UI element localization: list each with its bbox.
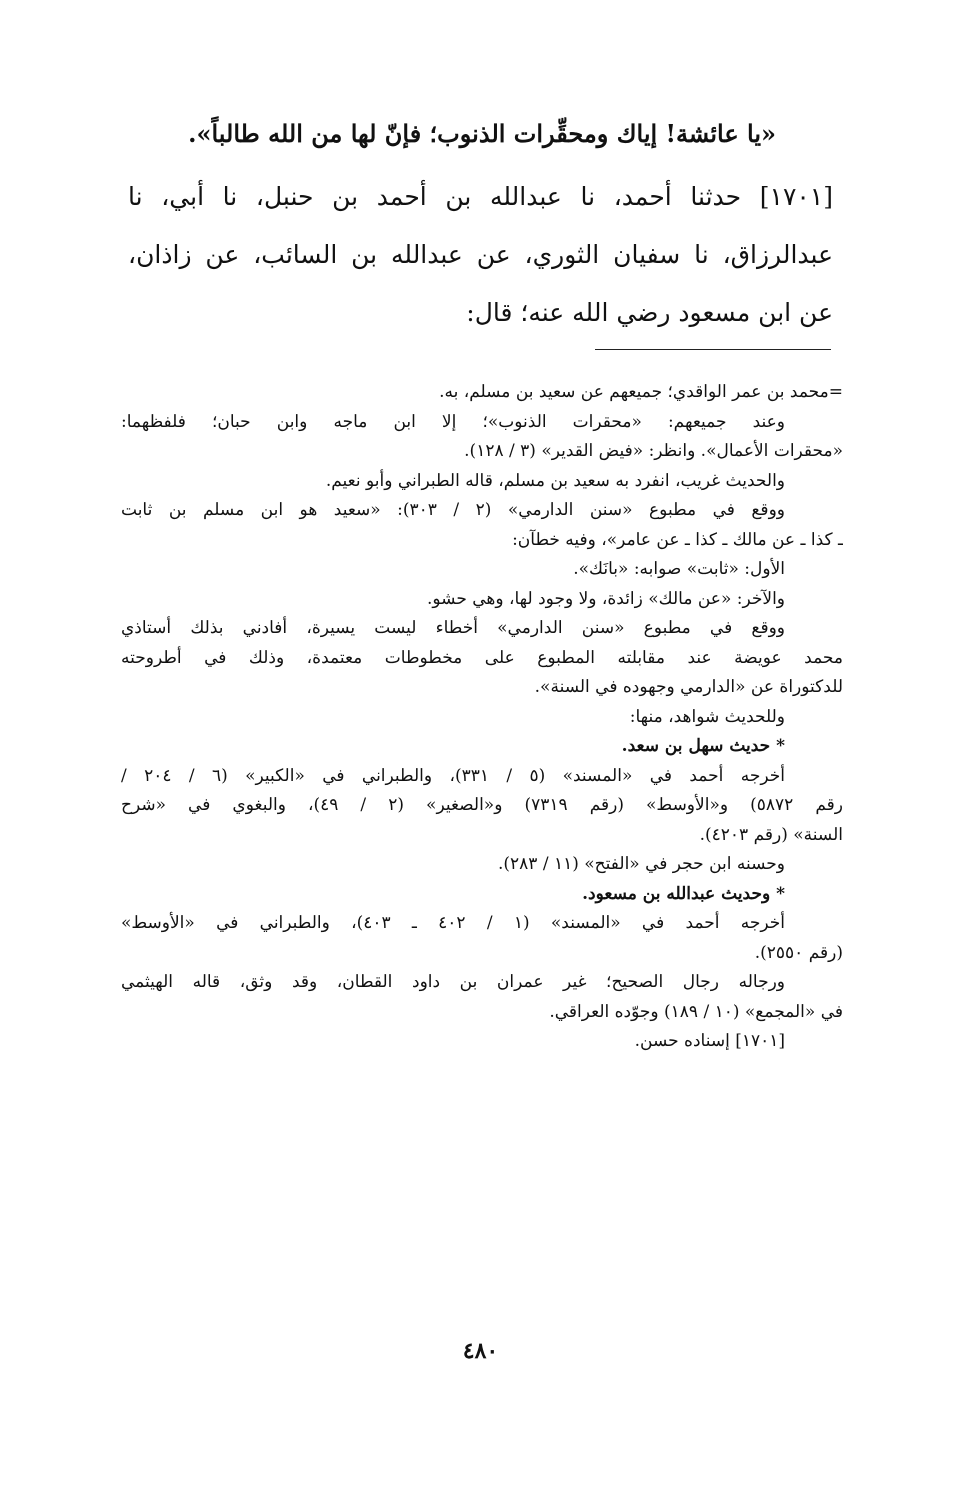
footnote-line: ووقع في مطبوع «سنن الدارمي» (٢ / ٣٠٣): «سعيد هو ابن مسلم بن ثابت [121, 500, 785, 520]
main-text-line: [١٧٠١] حدثنا أحمد، نا عبدالله بن أحمد بن حنبل، نا أبي، نا [128, 182, 833, 211]
footnote-line: وللحديث شواهد، منها: [629, 706, 785, 727]
footnote-line: الأول: «ثابت» صوابه: «بانَك». [573, 559, 785, 579]
page-number: ٤٨٠ [462, 1338, 499, 1364]
footnote-heading: * وحديث عبدالله بن مسعود. [582, 883, 785, 904]
footnote-line: =محمد بن عمر الواقدي؛ جميعهم عن سعيد بن مسلم، به. [439, 382, 843, 402]
footnote-separator [595, 349, 831, 350]
footnote-line: محمد عويضة عند مقابلته المطبوع على مخطوطات معتمدة، وذلك في أطروحته [121, 647, 843, 668]
footnote-line: ـ كذا ـ عن مالك ـ كذا ـ عن عامر»، وفيه خطآن: [512, 529, 843, 550]
footnote-line: السنة» (رقم ٤٢٠٣). [699, 824, 843, 845]
footnote-line: والآخر: «عن مالك» زائدة، ولا وجود لها، وهي حشو. [427, 588, 785, 609]
footnote-line: وحسنه ابن حجر في «الفتح» (١١ / ٢٨٣). [497, 854, 785, 874]
footnote-line: أخرجه أحمد في «المسند» (٥ / ٣٣١)، والطبراني في «الكبير» (٦ / ٢٠٤ / [121, 765, 785, 786]
hadith-end-text: «يا عائشة! إياك ومحقِّرات الذنوب؛ فإنّ لها من الله طالباً». [188, 119, 776, 148]
footnote-line: ورجاله رجال الصحيح؛ غير عمران بن داود القطان، وقد وثق، قاله الهيثمي [121, 972, 785, 992]
footnote-line: والحديث غريب، انفرد به سعيد بن مسلم، قاله الطبراني وأبو نعيم. [325, 470, 785, 491]
main-text-block [128, 168, 833, 342]
footnote-heading: * حديث سهل بن سعد. [621, 736, 785, 756]
footnote-line: أخرجه أحمد في «المسند» (١ / ٤٠٢ ـ ٤٠٣)، والطبراني في «الأوسط» [121, 913, 785, 933]
footnote-line: وعند جميعهم: «محقرات الذنوب»؛ إلا ابن ماجه وابن حبان؛ فلفظهما: [121, 411, 785, 432]
footnote-line: (رقم ٢٥٥٠). [754, 942, 843, 963]
footnotes-block [121, 378, 843, 1057]
footnote-line: رقم ٥٨٧٢) و«الأوسط» (رقم ٧٣١٩) و«الصغير» (٢ / ٤٩)، والبغوي في «شرح [121, 795, 843, 815]
main-text-line: عن ابن مسعود رضي الله عنه؛ قال: [466, 298, 833, 327]
footnote-line: «محقرات الأعمال». وانظر: «فيض القدير» (٣ / ١٢٨). [464, 441, 843, 461]
footnote-line: ووقع في مطبوع «سنن الدارمي» أخطاء ليست يسيرة، أفادني بذلك أستاذي [121, 618, 785, 638]
footnote-line: [١٧٠١] إسناده حسن. [634, 1031, 785, 1051]
main-text-line: عبدالرزاق، نا سفيان الثوري، عن عبدالله بن السائب، عن زاذان، [128, 240, 833, 269]
footnote-line: للدكتوراة عن «الدارمي وجهوده في السنة». [534, 677, 843, 697]
footnote-line: في «المجمع» (١٠ / ١٨٩) وجوّده العراقي. [549, 1001, 843, 1022]
